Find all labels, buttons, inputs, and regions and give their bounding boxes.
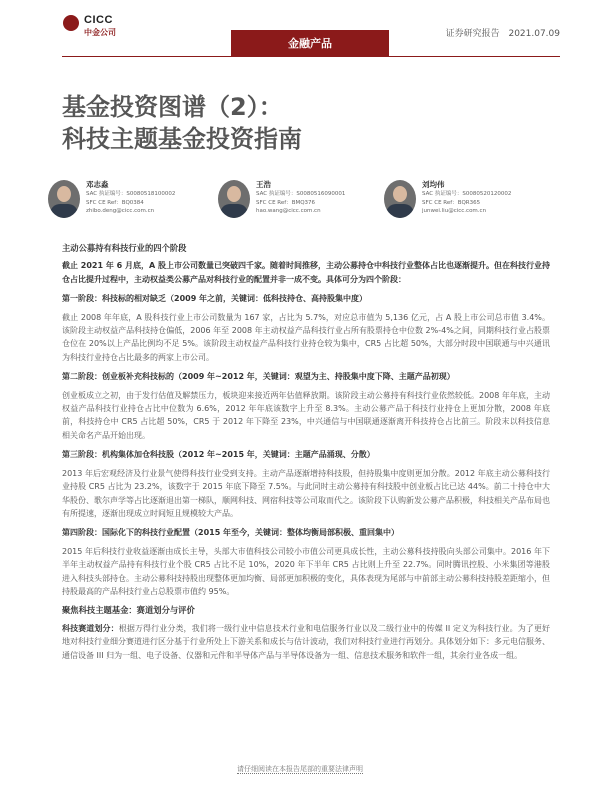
analyst-card (218, 180, 348, 224)
header-divider (62, 56, 560, 57)
company-logo (62, 12, 130, 40)
disclaimer-link[interactable]: 请仔细阅读在本报告尾部的重要法律声明 (237, 765, 363, 773)
report-type: 证券研究报告 (445, 29, 500, 39)
analyst-sfc: SFC CE Ref：BQ0384 (86, 199, 144, 206)
track-lead: 科技赛道划分： (62, 623, 119, 633)
analyst-name: 邓志淼 (86, 180, 109, 189)
analyst-sfc: SFC CE Ref：BMQ376 (256, 199, 316, 206)
analyst-sac: SAC 执证编号：S0080518100002 (86, 191, 176, 197)
analyst-photo (218, 180, 250, 218)
title-line-1: 基金投资图谱（2）： (62, 93, 283, 121)
stage-3-heading: 第三阶段：机构集体加仓科技股（2012 年~2015 年，关键词：主题产品涌现、分散） (62, 450, 375, 460)
logo-text-en: CICC (84, 14, 113, 26)
analyst-card (48, 180, 178, 224)
analyst-email[interactable]: junwei.liu@cicc.com.cn (422, 208, 487, 215)
section-heading: 聚焦科技主题基金：赛道划分与评价 (62, 605, 195, 616)
track-text: 根据万得行业分类，我们将一级行业中信息技术行业和电信服务行业以及二级行业中的传媒 II 定义为科技行业。为了更好地对科技行业细分赛道进行区分基于行业所处上下游关系和成长与估计波动，我们对科技行业进行再划分。具体划分如下：多元电信服务、通信设备 III 归为一组、电子设备、仪器和元件和半导体产品与半导体设备为一组、信息技术服务和软件一组，其余行业各成一组。 (62, 623, 550, 660)
stage-4-paragraph: 2015 年后科技行业收益逐渐由成长主导，头部大市值科技公司较小市值公司更具成长性，主动公募科技持股向头部公司集中。2016 年下半年主动权益产品持有科技行业个股 CR5 占比不足 10%，2020 年下半年 CR5 占比则上升至 22.7%。同时腾讯控股、小米集团等港股进入科技头部持仓。主动公募科技持股出现整体更加均衡、局部更加积极的变化，具体表现为尾部与中前部主动公募科技持股差距缩小，但持股最高的产品科技行业占总股票市值约 95%。 (62, 546, 550, 596)
stage-1-paragraph: 截止 2008 年年底，A 股科技行业上市公司数量为 167 家，占比为 5.7%，对应总市值为 5,136 亿元，占 A 股上市公司总市值 3.4%。该阶段主动权益产品科技持仓偏低，2006 年至 2008 年主动权益产品科技行业占所有股票持仓中位数 2%-4%之间，同期科技行业占股票仓位在 20%以上产品比例均不足 5%。该阶段主动权益产品科技行业持仓较为集中，CR5 占比超 50%，大部分时段中国联通与中兴通讯为科技行业持仓占比最多的两家上市公司。 (62, 312, 550, 362)
analyst-photo (384, 180, 416, 218)
analyst-sac: SAC 执证编号：S0080520120002 (422, 191, 512, 197)
cicc-logo-icon (62, 14, 80, 32)
title-line-2: 科技主题基金投资指南 (62, 124, 302, 153)
legal-disclaimer-footer (0, 764, 600, 774)
analyst-card (384, 180, 524, 224)
report-body (62, 242, 550, 668)
analyst-sfc: SFC CE Ref：BQR365 (422, 199, 481, 206)
report-meta (446, 26, 560, 39)
analyst-name: 刘均伟 (422, 180, 445, 189)
category-banner: 金融产品 (231, 30, 389, 56)
stage-3-paragraph: 2013 年后宏观经济及行业景气使得科技行业受到支持。主动产品逐渐增持科技股，但持股集中度则更加分散。2012 年底主动公募科技行业持股 CR5 占比为 23.2%，该数字于 2015 年底下降至 7.5%。与此同时主动公募持有科技股中创业板占比已达 44%。前二十持仓中大华股份、歌尔声学等占比逐渐退出第一梯队，顺网科技、网宿科技等公司取而代之。该阶段下认购新发公募产品积极，科技相关产品布局也有所提速，逐渐出现成立时间短且规模较大产品。 (62, 468, 550, 518)
stage-1-heading: 第一阶段：科技标的相对缺乏（2009 年之前，关键词：低科技持仓、高持股集中度） (62, 294, 368, 304)
summary-paragraph: 截止 2021 年 6 月底，A 股上市公司数量已突破四千家。随着时间推移，主动公募持仓中科技行业整体占比也逐渐提升。但在科技行业持仓占比提升过程中，主动权益类公募产品对科技行业的配置并非一成不变。具体可分为四个阶段： (62, 261, 550, 284)
track-paragraph (62, 622, 550, 662)
stage-2-heading: 第二阶段：创业板补充科技标的（2009 年~2012 年，关键词：观望为主、持股集中度下降、主题产品初现） (62, 372, 455, 382)
analyst-email[interactable]: hao.wang@cicc.com.cn (256, 208, 321, 215)
analyst-sac: SAC 执证编号：S0080516090001 (256, 191, 346, 197)
stage-2-paragraph: 创业板成立之初，由于发行估值及解禁压力，板块迎来接近两年估值释放期。该阶段主动公募持有科技行业依然较低。2008 年年底，主动权益产品科技行业持仓占比中位数为 6.6%，2012 年年底该数字上升至 8.3%。主动公募产品于科技行业持仓上更加分散，2008 年底前，科技持仓中 CR5 占比超 50%，CR5 于 2012 年下降至 23%，中兴通信与中国联通逐渐离开科技持仓占比前三。阶段末以科技信息相关命名产品开始出现。 (62, 390, 550, 440)
logo-text-cn: 中金公司 (84, 28, 116, 37)
analyst-email[interactable]: zhibo.deng@cicc.com.cn (86, 208, 155, 215)
section-heading: 主动公募持有科技行业的四个阶段 (62, 243, 187, 253)
analyst-name: 王浩 (256, 180, 271, 189)
page-title (62, 92, 302, 155)
analyst-photo (48, 180, 80, 218)
report-date: 2021.07.09 (508, 29, 560, 39)
stage-4-heading: 第四阶段：国际化下的科技行业配置（2015 年至今，关键词：整体均衡局部积极、重回集中） (62, 528, 400, 538)
